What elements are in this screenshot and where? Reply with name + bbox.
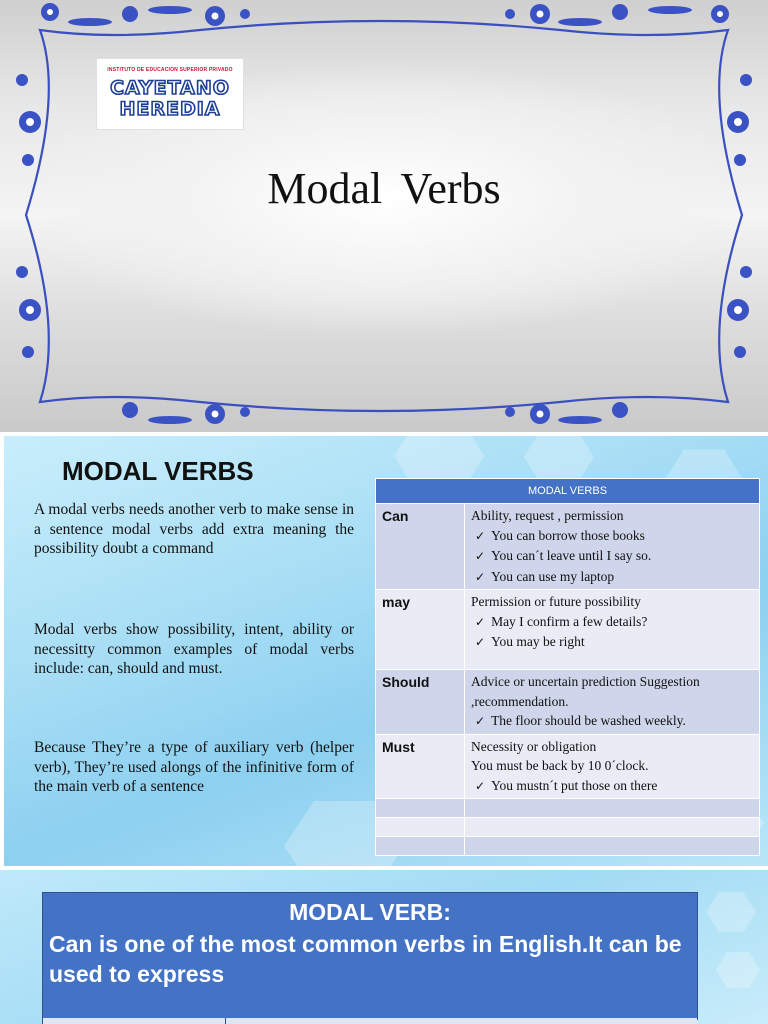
table-row	[376, 590, 760, 670]
example-item: ✓ May I confirm a few details?	[471, 612, 753, 633]
description-cell	[465, 670, 760, 735]
verb-cell: Must	[376, 734, 465, 799]
verb-cell: Can	[376, 504, 465, 590]
definition-text: Can is one of the most common verbs in English.It can be used to express	[49, 931, 682, 987]
background-hexagon	[716, 950, 760, 990]
logo-subtitle: INSTITUTO DE EDUCACIÓN SUPERIOR PRIVADO	[107, 67, 233, 73]
paragraph: A modal verbs needs another verb to make sense in a sentence modal verbs add extra meaning the possibility doubt a command	[34, 501, 354, 557]
slide-title: Modal Verbs	[267, 164, 501, 213]
modal-verbs-table	[375, 478, 760, 856]
paragraph: Because They’re a type of auxiliary verb (helper verb), They’re used alongs of the infinitive form of the main verb of a sentence	[34, 739, 354, 795]
example-item: ✓ You can borrow those books	[471, 526, 753, 547]
logo-line-1: CAYETANO	[110, 77, 230, 99]
description-cell	[465, 734, 760, 799]
section-heading: MODAL VERBS	[62, 456, 254, 486]
definition-slide	[0, 870, 768, 1024]
verb-cell: may	[376, 590, 465, 670]
table-row-partial	[42, 1018, 697, 1024]
table-row	[376, 734, 760, 799]
example-item: ✓ You mustn´t put those on there	[471, 776, 753, 797]
title-slide	[0, 0, 768, 432]
table-header: MODAL VERBS	[376, 479, 760, 504]
table-row	[376, 504, 760, 590]
description-line: Advice or uncertain prediction Suggestion ,recommendation.	[471, 674, 700, 709]
description-line: Ability, request , permission	[471, 508, 624, 523]
logo-line-2: HEREDIA	[119, 98, 221, 120]
empty-table-row	[376, 837, 760, 856]
empty-table-row	[376, 818, 760, 837]
definition-box	[42, 892, 698, 1020]
description-line: Permission or future possibility	[471, 594, 641, 609]
description-line: Necessity or obligation	[471, 738, 597, 754]
content-slide	[4, 436, 768, 866]
definition-title: MODAL VERB:	[289, 899, 451, 925]
background-hexagon	[706, 890, 756, 934]
description-cell	[465, 590, 760, 670]
example-item: ✓ The floor should be washed weekly.	[471, 711, 753, 732]
verb-cell: Should	[376, 670, 465, 735]
institution-logo	[96, 58, 244, 130]
description-cell	[465, 504, 760, 590]
example-item: ✓ You can use my laptop	[471, 567, 753, 588]
example-item: ✓ You can´t leave until I say so.	[471, 546, 753, 567]
paragraph: Modal verbs show possibility, intent, ability or necessitty common examples of modal verbs include: can, should and must.	[34, 621, 354, 677]
table-row	[376, 670, 760, 735]
example-item: ✓ You may be right	[471, 632, 753, 653]
empty-table-row	[376, 799, 760, 818]
description-line: You must be back by 10 0´clock.	[471, 758, 649, 773]
